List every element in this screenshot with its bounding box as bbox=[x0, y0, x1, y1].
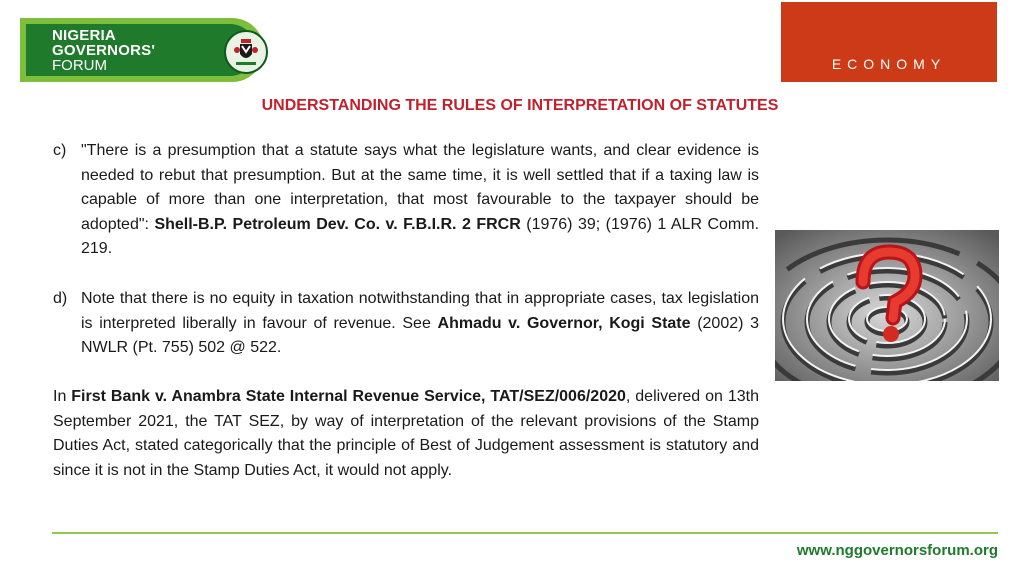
economy-label: ECONOMY bbox=[831, 56, 947, 72]
para-d-text: Note that there is no equity in taxation notwithstanding that in appropriate cases, tax legislation is interpreted liberally in favour of revenue. See bbox=[81, 290, 759, 332]
list-item-text bbox=[81, 287, 759, 361]
list-item-c bbox=[53, 139, 759, 262]
logo-line-forum: FORUM bbox=[52, 57, 107, 74]
case-citation: Ahmadu v. Governor, Kogi State bbox=[437, 314, 691, 332]
footer-website-url: www.nggovernorsforum.org bbox=[796, 542, 998, 559]
economy-banner bbox=[781, 2, 997, 82]
logo-line-nigeria: NIGERIA bbox=[52, 27, 116, 44]
footer-divider bbox=[52, 532, 998, 534]
paragraph-first-bank bbox=[53, 385, 759, 483]
case-citation: Shell-B.P. Petroleum Dev. Co. v. F.B.I.R. 2 FRCR bbox=[154, 215, 521, 233]
list-item-d bbox=[53, 287, 759, 361]
ngf-logo bbox=[20, 18, 264, 82]
list-item-text bbox=[81, 139, 759, 262]
logo-line-governors: GOVERNORS' bbox=[52, 42, 156, 59]
list-item-label: c) bbox=[53, 142, 67, 159]
para-e-text: , delivered on 13th September 2021, the TAT SEZ, by way of interpretation of the relevant provisions of the Stamp Duties Act, stated categorically that the principle of Best of Judgement assessment is statutory and since it is not in the Stamp Duties Act, it would not apply. bbox=[53, 388, 759, 479]
case-citation: First Bank v. Anambra State Internal Revenue Service, TAT/SEZ/006/2020 bbox=[71, 388, 626, 405]
maze-question-mark-image bbox=[775, 230, 999, 381]
para-e-lead: In bbox=[53, 388, 72, 405]
para-c-citation-ref: (1976) 39; (1976) 1 ALR Comm. 219. bbox=[81, 215, 760, 257]
para-d-citation-ref: (2002) 3 NWLR (Pt. 755) 502 @ 522. bbox=[81, 314, 760, 356]
page-title: UNDERSTANDING THE RULES OF INTERPRETATION OF STATUTES bbox=[261, 97, 779, 114]
para-c-text: "There is a presumption that a statute says what the legislature wants, and clear evidence is needed to rebut that presumption. But at the same time, it is well settled that if a taxing law is capable of more than one interpretation, that most favourable to the taxpayer should be adopted": bbox=[81, 142, 759, 233]
list-item-label: d) bbox=[53, 290, 68, 307]
coat-of-arms-icon bbox=[224, 30, 268, 74]
